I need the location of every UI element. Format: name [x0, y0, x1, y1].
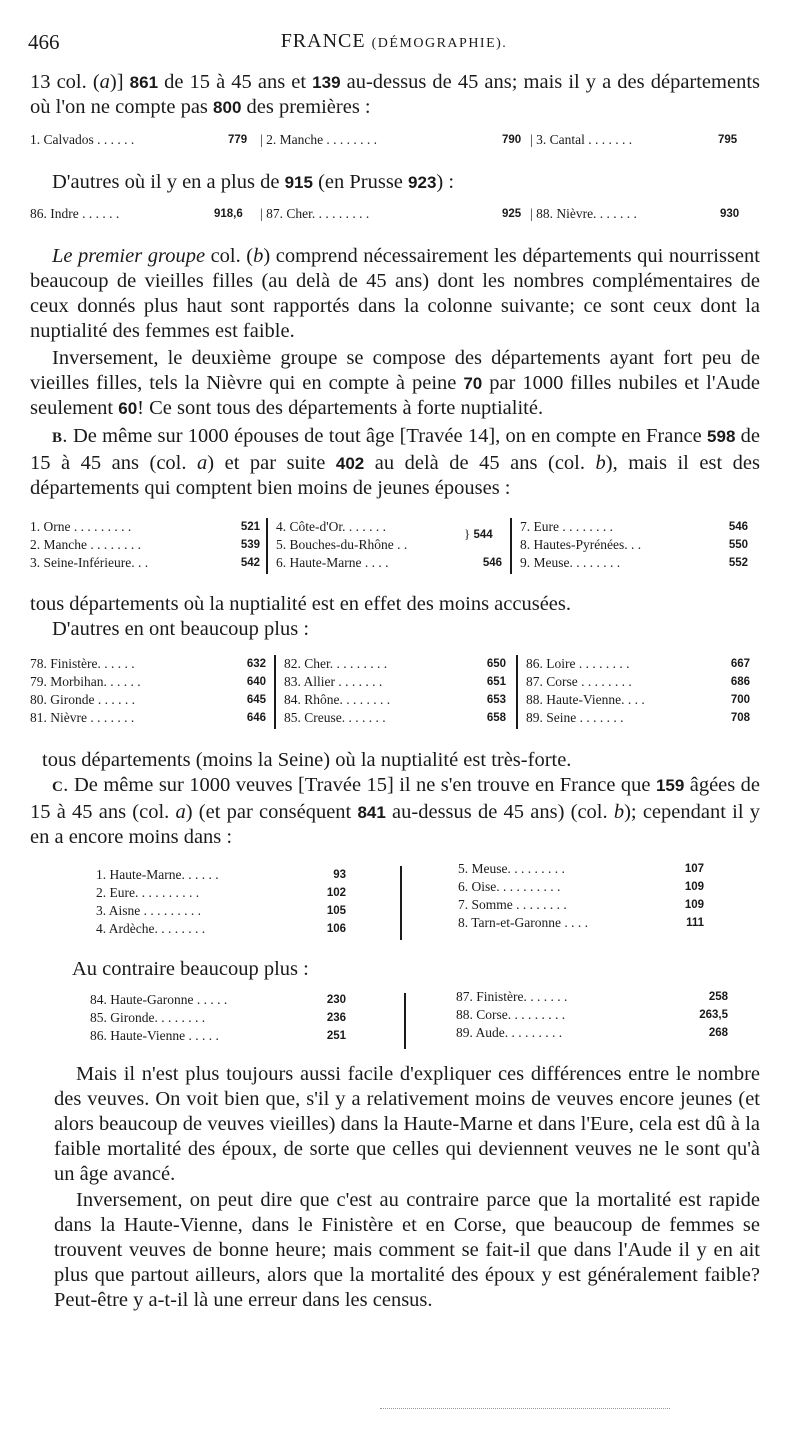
list-item: 1. Orne . . . . . . . . . 521: [30, 519, 260, 534]
column-divider: [516, 655, 518, 729]
text: col. (: [205, 245, 254, 267]
text: D'autres où il y en a plus de: [52, 171, 285, 193]
list-item: 78. Finistère. . . . . . 632: [30, 656, 266, 671]
paragraph-6: tous départements où la nuptialité est en effet des moins accusées.: [30, 593, 571, 615]
text: au-dessus de 45 ans) (col.: [385, 801, 614, 823]
bold-number: 861: [129, 73, 159, 92]
text: De même sur 1000 épouses de tout âge [Travée 14], on en compte en France: [67, 425, 708, 447]
text: ) :: [436, 171, 455, 193]
list-f-col-1: [90, 991, 346, 1045]
list-item: 2. Manche . . . . . . . . 539: [30, 537, 260, 552]
text: au-dessus de 45 ans; mais il y a des départements où l'on ne compte pas: [30, 71, 761, 118]
paragraph-8: tous départements (moins la Seine) où la nuptialité est très-forte.: [42, 749, 572, 771]
italic-text: b: [253, 245, 264, 267]
list-item: 7. Somme . . . . . . . . 109: [458, 897, 704, 912]
column-divider: [400, 866, 402, 940]
list-item-label: | 87. Cher. . . . . . . . .: [260, 206, 370, 221]
italic-text: Le premier groupe: [52, 245, 206, 267]
italic-text: b: [595, 452, 606, 474]
list-item: 6. Oise. . . . . . . . . . 109: [458, 879, 704, 894]
bold-number: 923: [408, 173, 437, 192]
bold-number: 70: [463, 374, 483, 393]
section-mark: C.: [52, 779, 69, 795]
paragraph-2: [30, 170, 760, 195]
paragraph-7: D'autres en ont beaucoup plus :: [52, 618, 310, 640]
list-item-value: 779: [228, 134, 248, 146]
text: des premières :: [241, 96, 371, 118]
list-item-label: 1. Calvados . . . . . .: [30, 132, 135, 147]
list-item: 84. Rhône. . . . . . . . 653: [284, 692, 506, 707]
list-item: 83. Allier . . . . . . . 651: [284, 674, 506, 689]
bold-number: 139: [312, 73, 341, 92]
list-item-label: | 2. Manche . . . . . . . .: [260, 132, 378, 147]
list-item: 2. Eure. . . . . . . . . . 102: [96, 885, 346, 900]
list-item: 5. Meuse. . . . . . . . . 107: [458, 861, 704, 876]
bold-number: 159: [655, 776, 685, 795]
list-item: 86. Loire . . . . . . . . 667: [526, 656, 750, 671]
list-item: 7. Eure . . . . . . . . 546: [520, 519, 748, 534]
list-item: 87. Finistère. . . . . . . 258: [456, 989, 728, 1004]
list-item: 84. Haute-Garonne . . . . . 230: [90, 992, 346, 1007]
text: par 1000 filles nubiles et l'Aude seulement: [30, 372, 760, 419]
italic-text: a: [99, 71, 110, 93]
list-item: 81. Nièvre . . . . . . . 646: [30, 710, 266, 725]
list-item-value: 790: [502, 134, 522, 146]
list-item: 4. Côte-d'Or. . . . . . .: [276, 519, 387, 534]
list-item: 85. Gironde. . . . . . . . 236: [90, 1010, 346, 1025]
column-divider: [404, 993, 406, 1049]
page-number: 466: [28, 30, 60, 54]
text: ) comprend nécessairement les départements qui nourrissent beaucoup de vieilles filles (au delà de 45 ans) dont les nombres complémentaires de ceux donnés plus haut sont rapportés dans la colonne suivante; ce sont ceux dont la nuptialité des femmes est faible.: [30, 245, 760, 342]
list-item: 89. Seine . . . . . . . 708: [526, 710, 750, 725]
text: ), mais il est des départements qui comptent bien moins de jeunes épouses :: [30, 452, 761, 499]
list-item: 9. Meuse. . . . . . . . 552: [520, 555, 748, 570]
brace-group: } 544: [464, 526, 493, 541]
text: ) (et par conséquent: [185, 801, 358, 823]
paragraph-5: [30, 424, 760, 501]
brace-value: 544: [473, 529, 493, 541]
text: ! Ce sont tous des départements à forte nuptialité.: [137, 397, 544, 419]
list-item-value: 925: [502, 208, 522, 220]
paragraph-10: Au contraire beaucoup plus :: [72, 958, 309, 980]
list-item: 8. Tarn-et-Garonne . . . . 111: [458, 915, 704, 930]
list-item: 89. Aude. . . . . . . . . 268: [456, 1025, 728, 1040]
list-item-value: 930: [720, 208, 740, 220]
list-item-value: 918,6: [214, 208, 243, 220]
list-item: 82. Cher. . . . . . . . . 650: [284, 656, 506, 671]
list-item: 80. Gironde . . . . . . 645: [30, 692, 266, 707]
header-title-main: FRANCE: [280, 30, 366, 52]
list-item-label: | 3. Cantal . . . . . . .: [530, 132, 633, 147]
list-item-label: 86. Indre . . . . . .: [30, 206, 120, 221]
text: âgées de 15 à 45 ans (col.: [30, 774, 761, 823]
paragraph-4: [30, 346, 760, 421]
list-item: 88. Corse. . . . . . . . . 263,5: [456, 1007, 728, 1022]
list-d-col-3: [526, 655, 750, 727]
list-c-col-3: [520, 518, 748, 572]
bold-number: 800: [213, 98, 242, 117]
running-header: [28, 30, 760, 60]
list-item: 6. Haute-Marne . . . . 546: [276, 555, 502, 570]
column-divider: [266, 518, 268, 574]
text: Inversement, le deuxième groupe se compose des départements ayant fort peu de vieilles filles, tels la Nièvre qui en compte à peine: [30, 347, 760, 394]
list-item: 79. Morbihan. . . . . . 640: [30, 674, 266, 689]
list-item: 4. Ardèche. . . . . . . . 106: [96, 921, 346, 936]
paragraph-9: [30, 773, 760, 850]
header-title: [28, 30, 760, 53]
list-item: 8. Hautes-Pyrénées. . . 550: [520, 537, 748, 552]
paragraph-12: Inversement, on peut dire que c'est au contraire parce que la mortalité est rapide dans la Haute-Vienne, dans le Finistère et en Corse, que beaucoup de femmes se trouvent veuves de bonne heure; mais comment se fait-il que dans l'Aude il y en ait plus que partout ailleurs, alors que la mortalité des époux y est généralement faible? Peut-être y a-t-il là une erreur dans les census.: [54, 1189, 760, 1311]
footer-rule: [380, 1402, 670, 1409]
text: de 15 à 45 ans (col.: [30, 425, 760, 474]
text: De même sur 1000 veuves [Travée 15] il ne s'en trouve en France que: [68, 774, 656, 796]
paragraph-3: [30, 244, 760, 344]
bold-number: 841: [357, 803, 386, 822]
list-item: 3. Aisne . . . . . . . . . 105: [96, 903, 346, 918]
header-subtitle: (DÉMOGRAPHIE).: [371, 36, 508, 51]
list-d-col-2: [284, 655, 506, 727]
text: au delà de 45 ans (col.: [364, 452, 596, 474]
text: ); cependant il y en a encore moins dans :: [30, 801, 760, 848]
paragraph-1: [30, 70, 760, 120]
list-item: 1. Haute-Marne. . . . . . 93: [96, 867, 346, 882]
italic-text: a: [175, 801, 186, 823]
list-item: 5. Bouches-du-Rhône . .: [276, 537, 408, 552]
list-f-col-2: [456, 988, 728, 1042]
bold-number: 598: [707, 427, 736, 446]
list-item: 87. Corse . . . . . . . . 686: [526, 674, 750, 689]
list-item: 85. Creuse. . . . . . . 658: [284, 710, 506, 725]
list-e-col-1: [96, 866, 346, 938]
text: de 15 à 45 ans et: [158, 71, 313, 93]
bold-number: 915: [284, 173, 313, 192]
list-item: 88. Haute-Vienne. . . . 700: [526, 692, 750, 707]
column-divider: [274, 655, 276, 729]
bold-number: 402: [335, 454, 365, 473]
list-item-value: 795: [718, 134, 738, 146]
section-mark: B.: [52, 430, 68, 446]
italic-text: b: [613, 801, 625, 823]
list-item: 86. Haute-Vienne . . . . . 251: [90, 1028, 346, 1043]
list-d-col-1: [30, 655, 266, 727]
text: )]: [109, 71, 130, 93]
text: 13 col. (: [30, 71, 100, 93]
list-item-label: | 88. Nièvre. . . . . . .: [530, 206, 637, 221]
italic-text: a: [197, 452, 208, 474]
text: (en Prusse: [312, 171, 409, 193]
list-c-col-1: [30, 518, 260, 572]
bold-number: 60: [118, 399, 138, 418]
paragraph-11: Mais il n'est plus toujours aussi facile d'expliquer ces différences entre le nombre des veuves. On voit bien que, s'il y a relativement moins de veuves encore jeunes (et alors beaucoup de veuves vieilles) dans la Haute-Marne et dans l'Eure, cela est dû à la faible mortalité des époux, de sorte que celles qui deviennent veuves ne le sont qu'à un âge avancé.: [54, 1063, 760, 1185]
text: ) et par suite: [207, 452, 336, 474]
column-divider: [510, 518, 512, 574]
list-e-col-2: [458, 860, 704, 932]
list-item: 3. Seine-Inférieure. . . 542: [30, 555, 260, 570]
